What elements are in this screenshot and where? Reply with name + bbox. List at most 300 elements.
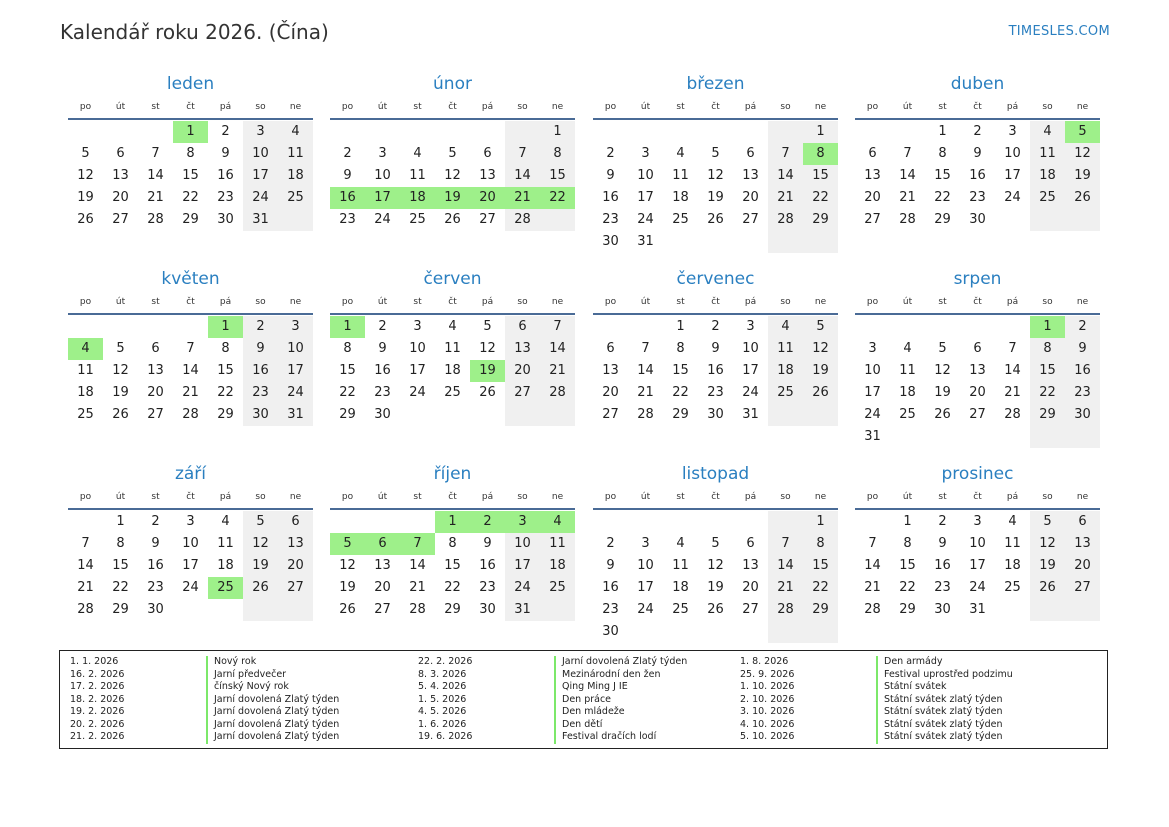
day-cell[interactable]: 10: [374, 168, 391, 183]
day-cell[interactable]: 28: [182, 407, 199, 422]
day-cell[interactable]: 3: [413, 319, 422, 334]
day-cell[interactable]: 9: [938, 536, 947, 551]
day-cell[interactable]: 16: [217, 168, 234, 183]
day-cell[interactable]: 17: [637, 190, 654, 205]
day-cell[interactable]: 26: [444, 212, 461, 227]
day-cell[interactable]: 5: [483, 319, 492, 334]
day-cell[interactable]: 18: [400, 187, 435, 209]
day-cell[interactable]: 20: [742, 580, 759, 595]
day-cell[interactable]: 25: [672, 602, 689, 617]
day-cell[interactable]: 8: [803, 533, 838, 555]
day-cell[interactable]: 7: [868, 536, 877, 551]
day-cell[interactable]: 8: [343, 341, 352, 356]
day-cell[interactable]: 12: [707, 558, 724, 573]
day-cell[interactable]: 3: [186, 514, 195, 529]
day-cell[interactable]: 23: [969, 190, 986, 205]
day-cell[interactable]: 17: [637, 580, 654, 595]
day-cell[interactable]: 22: [1030, 382, 1065, 404]
day-cell[interactable]: 14: [182, 363, 199, 378]
day-cell[interactable]: 14: [505, 165, 540, 187]
day-cell[interactable]: 23: [479, 580, 496, 595]
day-cell[interactable]: 21: [182, 385, 199, 400]
day-cell[interactable]: 18: [1030, 165, 1065, 187]
day-cell[interactable]: 24: [1004, 190, 1021, 205]
day-cell[interactable]: 30: [602, 234, 619, 249]
day-cell[interactable]: 27: [112, 212, 129, 227]
day-cell[interactable]: 10: [182, 536, 199, 551]
day-cell[interactable]: 1: [330, 316, 365, 338]
day-cell[interactable]: 12: [77, 168, 94, 183]
day-cell[interactable]: 17: [864, 385, 881, 400]
day-cell[interactable]: 22: [182, 190, 199, 205]
day-cell[interactable]: 5: [803, 316, 838, 338]
day-cell[interactable]: 14: [768, 555, 803, 577]
day-cell[interactable]: 25: [444, 385, 461, 400]
day-cell[interactable]: 19: [934, 385, 951, 400]
day-cell[interactable]: 14: [409, 558, 426, 573]
day-cell[interactable]: 11: [1030, 143, 1065, 165]
day-cell[interactable]: 27: [864, 212, 881, 227]
day-cell[interactable]: 4: [1030, 121, 1065, 143]
day-cell[interactable]: 6: [746, 146, 755, 161]
day-cell[interactable]: 10: [278, 338, 313, 360]
day-cell[interactable]: 7: [186, 341, 195, 356]
day-cell[interactable]: 1: [540, 121, 575, 143]
day-cell[interactable]: 21: [77, 580, 94, 595]
day-cell[interactable]: 9: [243, 338, 278, 360]
day-cell[interactable]: 20: [470, 187, 505, 209]
day-cell[interactable]: 15: [672, 363, 689, 378]
day-cell[interactable]: 15: [444, 558, 461, 573]
day-cell[interactable]: 27: [742, 212, 759, 227]
day-cell[interactable]: 10: [969, 536, 986, 551]
day-cell[interactable]: 13: [969, 363, 986, 378]
day-cell[interactable]: 24: [637, 602, 654, 617]
day-cell[interactable]: 23: [243, 382, 278, 404]
day-cell[interactable]: 19: [707, 190, 724, 205]
day-cell[interactable]: 22: [803, 187, 838, 209]
day-cell[interactable]: 17: [742, 363, 759, 378]
day-cell[interactable]: 25: [672, 212, 689, 227]
day-cell[interactable]: 18: [444, 363, 461, 378]
day-cell[interactable]: 19: [1065, 165, 1100, 187]
day-cell[interactable]: 4: [278, 121, 313, 143]
day-cell[interactable]: 6: [151, 341, 160, 356]
day-cell[interactable]: 29: [444, 602, 461, 617]
day-cell[interactable]: 20: [864, 190, 881, 205]
day-cell[interactable]: 15: [182, 168, 199, 183]
day-cell[interactable]: 17: [365, 187, 400, 209]
day-cell[interactable]: 6: [606, 341, 615, 356]
day-cell[interactable]: 24: [182, 580, 199, 595]
day-cell[interactable]: 23: [217, 190, 234, 205]
day-cell[interactable]: 20: [505, 360, 540, 382]
day-cell[interactable]: 23: [339, 212, 356, 227]
day-cell[interactable]: 15: [899, 558, 916, 573]
day-cell[interactable]: 21: [864, 580, 881, 595]
day-cell[interactable]: 30: [969, 212, 986, 227]
day-cell[interactable]: 4: [676, 536, 685, 551]
day-cell[interactable]: 12: [243, 533, 278, 555]
day-cell[interactable]: 26: [803, 382, 838, 404]
day-cell[interactable]: 26: [112, 407, 129, 422]
day-cell[interactable]: 28: [637, 407, 654, 422]
day-cell[interactable]: 29: [803, 209, 838, 231]
day-cell[interactable]: 2: [973, 124, 982, 139]
day-cell[interactable]: 30: [1065, 404, 1100, 426]
day-cell[interactable]: 14: [637, 363, 654, 378]
day-cell[interactable]: 17: [182, 558, 199, 573]
day-cell[interactable]: 28: [540, 382, 575, 404]
day-cell[interactable]: 12: [1030, 533, 1065, 555]
day-cell[interactable]: 22: [444, 580, 461, 595]
day-cell[interactable]: 12: [803, 338, 838, 360]
day-cell[interactable]: 2: [243, 316, 278, 338]
day-cell[interactable]: 13: [1065, 533, 1100, 555]
day-cell[interactable]: 22: [899, 580, 916, 595]
day-cell[interactable]: 15: [540, 165, 575, 187]
day-cell[interactable]: 29: [1030, 404, 1065, 426]
day-cell[interactable]: 23: [374, 385, 391, 400]
day-cell[interactable]: 25: [208, 577, 243, 599]
day-cell[interactable]: 20: [374, 580, 391, 595]
day-cell[interactable]: 5: [938, 341, 947, 356]
day-cell[interactable]: 25: [409, 212, 426, 227]
day-cell[interactable]: 9: [221, 146, 230, 161]
day-cell[interactable]: 17: [243, 165, 278, 187]
day-cell[interactable]: 9: [973, 146, 982, 161]
day-cell[interactable]: 16: [479, 558, 496, 573]
day-cell[interactable]: 19: [707, 580, 724, 595]
day-cell[interactable]: 26: [707, 212, 724, 227]
day-cell[interactable]: 8: [540, 143, 575, 165]
day-cell[interactable]: 24: [864, 407, 881, 422]
day-cell[interactable]: 19: [77, 190, 94, 205]
day-cell[interactable]: 4: [1008, 514, 1017, 529]
day-cell[interactable]: 24: [969, 580, 986, 595]
day-cell[interactable]: 20: [112, 190, 129, 205]
day-cell[interactable]: 29: [217, 407, 234, 422]
day-cell[interactable]: 26: [707, 602, 724, 617]
day-cell[interactable]: 6: [483, 146, 492, 161]
day-cell[interactable]: 4: [540, 511, 575, 533]
day-cell[interactable]: 15: [339, 363, 356, 378]
day-cell[interactable]: 27: [742, 602, 759, 617]
day-cell[interactable]: 13: [374, 558, 391, 573]
day-cell[interactable]: 8: [186, 146, 195, 161]
day-cell[interactable]: 7: [400, 533, 435, 555]
day-cell[interactable]: 19: [243, 555, 278, 577]
day-cell[interactable]: 23: [934, 580, 951, 595]
day-cell[interactable]: 18: [278, 165, 313, 187]
day-cell[interactable]: 26: [243, 577, 278, 599]
day-cell[interactable]: 12: [444, 168, 461, 183]
day-cell[interactable]: 3: [505, 511, 540, 533]
day-cell[interactable]: 18: [1004, 558, 1021, 573]
day-cell[interactable]: 2: [606, 146, 615, 161]
day-cell[interactable]: 10: [409, 341, 426, 356]
day-cell[interactable]: 5: [116, 341, 125, 356]
day-cell[interactable]: 28: [1004, 407, 1021, 422]
day-cell[interactable]: 28: [77, 602, 94, 617]
day-cell[interactable]: 16: [602, 190, 619, 205]
day-cell[interactable]: 11: [672, 168, 689, 183]
day-cell[interactable]: 19: [1030, 555, 1065, 577]
day-cell[interactable]: 19: [470, 360, 505, 382]
day-cell[interactable]: 1: [116, 514, 125, 529]
day-cell[interactable]: 29: [803, 599, 838, 621]
day-cell[interactable]: 22: [803, 577, 838, 599]
day-cell[interactable]: 26: [1030, 577, 1065, 599]
day-cell[interactable]: 30: [479, 602, 496, 617]
day-cell[interactable]: 4: [413, 146, 422, 161]
day-cell[interactable]: 4: [903, 341, 912, 356]
day-cell[interactable]: 9: [343, 168, 352, 183]
day-cell[interactable]: 20: [742, 190, 759, 205]
day-cell[interactable]: 13: [278, 533, 313, 555]
day-cell[interactable]: 30: [147, 602, 164, 617]
day-cell[interactable]: 24: [637, 212, 654, 227]
day-cell[interactable]: 31: [742, 407, 759, 422]
day-cell[interactable]: 13: [602, 363, 619, 378]
day-cell[interactable]: 2: [378, 319, 387, 334]
day-cell[interactable]: 10: [637, 558, 654, 573]
day-cell[interactable]: 20: [147, 385, 164, 400]
day-cell[interactable]: 8: [803, 143, 838, 165]
day-cell[interactable]: 21: [409, 580, 426, 595]
day-cell[interactable]: 28: [768, 209, 803, 231]
day-cell[interactable]: 22: [339, 385, 356, 400]
day-cell[interactable]: 10: [1004, 146, 1021, 161]
day-cell[interactable]: 6: [973, 341, 982, 356]
day-cell[interactable]: 6: [868, 146, 877, 161]
day-cell[interactable]: 11: [77, 363, 94, 378]
day-cell[interactable]: 11: [409, 168, 426, 183]
day-cell[interactable]: 14: [147, 168, 164, 183]
day-cell[interactable]: 29: [112, 602, 129, 617]
day-cell[interactable]: 11: [672, 558, 689, 573]
day-cell[interactable]: 27: [505, 382, 540, 404]
day-cell[interactable]: 20: [278, 555, 313, 577]
day-cell[interactable]: 21: [768, 577, 803, 599]
day-cell[interactable]: 5: [81, 146, 90, 161]
day-cell[interactable]: 17: [409, 363, 426, 378]
day-cell[interactable]: 15: [934, 168, 951, 183]
day-cell[interactable]: 21: [768, 187, 803, 209]
day-cell[interactable]: 7: [641, 341, 650, 356]
day-cell[interactable]: 12: [1065, 143, 1100, 165]
day-cell[interactable]: 1: [435, 511, 470, 533]
day-cell[interactable]: 16: [330, 187, 365, 209]
day-cell[interactable]: 13: [505, 338, 540, 360]
day-cell[interactable]: 28: [409, 602, 426, 617]
day-cell[interactable]: 26: [339, 602, 356, 617]
day-cell[interactable]: 23: [707, 385, 724, 400]
day-cell[interactable]: 29: [672, 407, 689, 422]
day-cell[interactable]: 11: [540, 533, 575, 555]
day-cell[interactable]: 30: [217, 212, 234, 227]
day-cell[interactable]: 24: [374, 212, 391, 227]
day-cell[interactable]: 21: [899, 190, 916, 205]
day-cell[interactable]: 27: [147, 407, 164, 422]
day-cell[interactable]: 30: [934, 602, 951, 617]
day-cell[interactable]: 19: [435, 187, 470, 209]
day-cell[interactable]: 15: [112, 558, 129, 573]
day-cell[interactable]: 3: [278, 316, 313, 338]
day-cell[interactable]: 29: [182, 212, 199, 227]
day-cell[interactable]: 12: [707, 168, 724, 183]
day-cell[interactable]: 10: [742, 341, 759, 356]
day-cell[interactable]: 26: [934, 407, 951, 422]
day-cell[interactable]: 4: [68, 338, 103, 360]
day-cell[interactable]: 19: [339, 580, 356, 595]
day-cell[interactable]: 23: [1065, 382, 1100, 404]
day-cell[interactable]: 12: [934, 363, 951, 378]
day-cell[interactable]: 21: [147, 190, 164, 205]
day-cell[interactable]: 31: [278, 404, 313, 426]
day-cell[interactable]: 1: [938, 124, 947, 139]
day-cell[interactable]: 29: [934, 212, 951, 227]
day-cell[interactable]: 7: [505, 143, 540, 165]
day-cell[interactable]: 26: [77, 212, 94, 227]
day-cell[interactable]: 7: [768, 533, 803, 555]
day-cell[interactable]: 28: [899, 212, 916, 227]
day-cell[interactable]: 17: [1004, 168, 1021, 183]
day-cell[interactable]: 9: [606, 168, 615, 183]
day-cell[interactable]: 2: [151, 514, 160, 529]
day-cell[interactable]: 27: [602, 407, 619, 422]
day-cell[interactable]: 11: [899, 363, 916, 378]
day-cell[interactable]: 20: [969, 385, 986, 400]
day-cell[interactable]: 18: [217, 558, 234, 573]
day-cell[interactable]: 1: [803, 511, 838, 533]
day-cell[interactable]: 11: [444, 341, 461, 356]
day-cell[interactable]: 5: [1030, 511, 1065, 533]
day-cell[interactable]: 16: [602, 580, 619, 595]
day-cell[interactable]: 16: [147, 558, 164, 573]
day-cell[interactable]: 16: [243, 360, 278, 382]
day-cell[interactable]: 13: [742, 168, 759, 183]
day-cell[interactable]: 30: [374, 407, 391, 422]
day-cell[interactable]: 28: [768, 599, 803, 621]
day-cell[interactable]: 16: [374, 363, 391, 378]
day-cell[interactable]: 2: [711, 319, 720, 334]
day-cell[interactable]: 2: [221, 124, 230, 139]
day-cell[interactable]: 30: [707, 407, 724, 422]
day-cell[interactable]: 27: [479, 212, 496, 227]
day-cell[interactable]: 1: [173, 121, 208, 143]
day-cell[interactable]: 9: [378, 341, 387, 356]
day-cell[interactable]: 7: [540, 316, 575, 338]
day-cell[interactable]: 5: [330, 533, 365, 555]
day-cell[interactable]: 22: [934, 190, 951, 205]
day-cell[interactable]: 17: [969, 558, 986, 573]
day-cell[interactable]: 4: [676, 146, 685, 161]
day-cell[interactable]: 23: [602, 602, 619, 617]
day-cell[interactable]: 31: [969, 602, 986, 617]
day-cell[interactable]: 24: [742, 385, 759, 400]
day-cell[interactable]: 8: [1030, 338, 1065, 360]
day-cell[interactable]: 2: [343, 146, 352, 161]
day-cell[interactable]: 1: [208, 316, 243, 338]
day-cell[interactable]: 18: [768, 360, 803, 382]
day-cell[interactable]: 5: [1065, 121, 1100, 143]
day-cell[interactable]: 3: [1008, 124, 1017, 139]
day-cell[interactable]: 21: [637, 385, 654, 400]
day-cell[interactable]: 31: [637, 234, 654, 249]
day-cell[interactable]: 12: [479, 341, 496, 356]
day-cell[interactable]: 16: [1065, 360, 1100, 382]
day-cell[interactable]: 8: [938, 146, 947, 161]
day-cell[interactable]: 21: [1004, 385, 1021, 400]
day-cell[interactable]: 15: [803, 555, 838, 577]
day-cell[interactable]: 22: [112, 580, 129, 595]
day-cell[interactable]: 9: [483, 536, 492, 551]
day-cell[interactable]: 5: [448, 146, 457, 161]
day-cell[interactable]: 9: [606, 558, 615, 573]
day-cell[interactable]: 29: [339, 407, 356, 422]
day-cell[interactable]: 10: [637, 168, 654, 183]
day-cell[interactable]: 16: [934, 558, 951, 573]
day-cell[interactable]: 29: [899, 602, 916, 617]
day-cell[interactable]: 27: [969, 407, 986, 422]
day-cell[interactable]: 10: [243, 143, 278, 165]
day-cell[interactable]: 1: [676, 319, 685, 334]
day-cell[interactable]: 28: [505, 209, 540, 231]
day-cell[interactable]: 13: [864, 168, 881, 183]
day-cell[interactable]: 6: [365, 533, 400, 555]
day-cell[interactable]: 24: [409, 385, 426, 400]
day-cell[interactable]: 8: [116, 536, 125, 551]
day-cell[interactable]: 21: [540, 360, 575, 382]
day-cell[interactable]: 25: [540, 577, 575, 599]
day-cell[interactable]: 25: [77, 407, 94, 422]
day-cell[interactable]: 7: [81, 536, 90, 551]
day-cell[interactable]: 11: [278, 143, 313, 165]
day-cell[interactable]: 11: [1004, 536, 1021, 551]
day-cell[interactable]: 2: [938, 514, 947, 529]
day-cell[interactable]: 9: [1065, 338, 1100, 360]
day-cell[interactable]: 9: [711, 341, 720, 356]
day-cell[interactable]: 18: [672, 580, 689, 595]
day-cell[interactable]: 14: [768, 165, 803, 187]
day-cell[interactable]: 13: [479, 168, 496, 183]
day-cell[interactable]: 3: [973, 514, 982, 529]
day-cell[interactable]: 16: [707, 363, 724, 378]
day-cell[interactable]: 14: [1004, 363, 1021, 378]
day-cell[interactable]: 12: [339, 558, 356, 573]
day-cell[interactable]: 25: [1004, 580, 1021, 595]
day-cell[interactable]: 28: [147, 212, 164, 227]
day-cell[interactable]: 8: [221, 341, 230, 356]
day-cell[interactable]: 23: [602, 212, 619, 227]
day-cell[interactable]: 1: [803, 121, 838, 143]
day-cell[interactable]: 2: [470, 511, 505, 533]
day-cell[interactable]: 8: [676, 341, 685, 356]
day-cell[interactable]: 26: [1065, 187, 1100, 209]
day-cell[interactable]: 9: [151, 536, 160, 551]
day-cell[interactable]: 28: [864, 602, 881, 617]
day-cell[interactable]: 11: [768, 338, 803, 360]
day-cell[interactable]: 5: [711, 536, 720, 551]
day-cell[interactable]: 4: [768, 316, 803, 338]
day-cell[interactable]: 3: [378, 146, 387, 161]
day-cell[interactable]: 25: [768, 382, 803, 404]
day-cell[interactable]: 3: [641, 146, 650, 161]
day-cell[interactable]: 25: [278, 187, 313, 209]
day-cell[interactable]: 20: [602, 385, 619, 400]
day-cell[interactable]: 7: [151, 146, 160, 161]
